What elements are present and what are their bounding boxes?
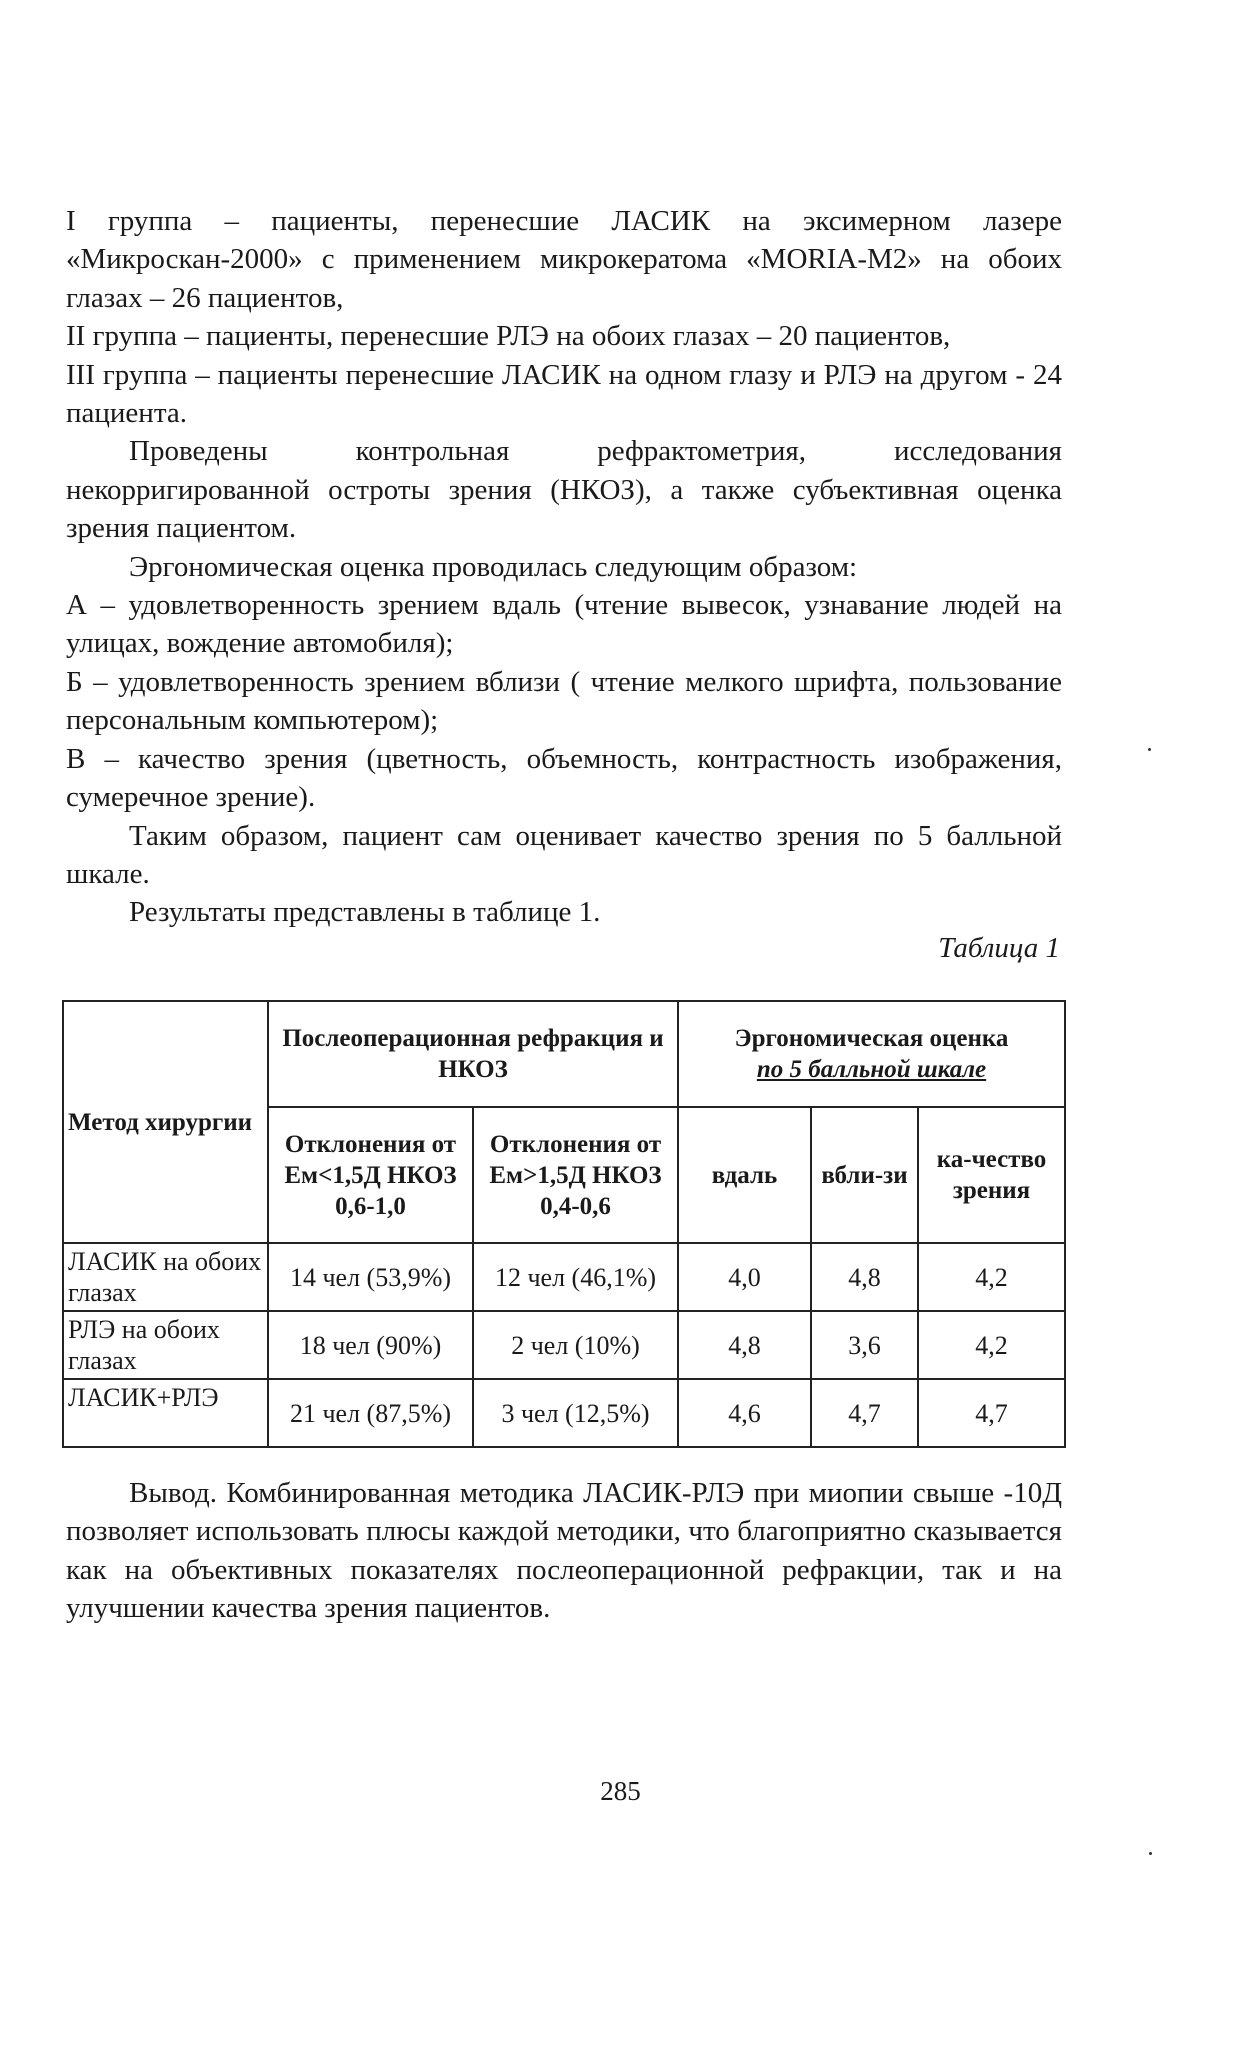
row-near: 4,8 [811,1243,918,1311]
conclusion-paragraph: Вывод. Комбинированная методика ЛАСИК-РЛЭ при миопии свыше -10Д позволяет использовать плюсы каждой методики, что благоприятно сказывается как на объективных показателях послеоперационной рефракции, так и на улучшении качества зрения пациентов. [66,1477,1062,1625]
paragraph-scale: Таким образом, пациент сам оценивает качество зрения по 5 балльной шкале. [66,819,1062,890]
row-near: 4,7 [811,1379,918,1447]
row-near: 3,6 [811,1311,918,1379]
header-quality: ка-чество зрения [918,1107,1065,1243]
row-far: 4,8 [678,1311,811,1379]
header-far: вдаль [678,1107,811,1243]
conclusion-text [66,1474,1062,1628]
table-row [63,1379,1065,1447]
row-dev-low: 21 чел (87,5%) [268,1379,473,1447]
body-text [66,202,1062,932]
row-method: РЛЭ на обоих глазах [63,1311,268,1379]
row-method: ЛАСИК на обоих глазах [63,1243,268,1311]
table-row [63,1311,1065,1379]
header-ergonomic-scale: по 5 балльной шкале [756,1056,987,1083]
paragraph-ergonomic-intro: Эргономическая оценка проводилась следующим образом: [129,550,858,583]
page-number: 285 [600,1776,641,1806]
row-dev-high: 2 чел (10%) [473,1311,678,1379]
paragraph-group-3: III группа – пациенты перенесшие ЛАСИК на одном глазу и РЛЭ на другом - 24 пациента. [66,358,1062,430]
row-quality: 4,2 [918,1243,1065,1311]
paragraph-group-1: I группа – пациенты, перенесшие ЛАСИК на эксимерном лазере «Микроскан-2000» с применением микрокератома «MORIA-M2» на обоих глазах – 26 пациентов, [66,205,1062,314]
row-quality: 4,2 [918,1311,1065,1379]
row-quality: 4,7 [918,1379,1065,1447]
header-dev-low: Отклонения от Eм<1,5Д НКОЗ 0,6-1,0 [268,1107,473,1243]
row-dev-high: 12 чел (46,1%) [473,1243,678,1311]
row-method: ЛАСИК+РЛЭ [63,1379,268,1447]
scan-speck [1149,1852,1152,1855]
header-dev-high: Отклонения от Eм>1,5Д НКОЗ 0,4-0,6 [473,1107,678,1243]
row-dev-low: 14 чел (53,9%) [268,1243,473,1311]
paragraph-criterion-c: В – качество зрения (цветность, объемность, контрастность изображения, сумеречное зрение). [66,742,1062,814]
header-refraction-group: Послеоперационная рефракция и НКОЗ [268,1001,678,1107]
row-dev-high: 3 чел (12,5%) [473,1379,678,1447]
scan-speck [1148,748,1151,751]
paragraph-group-2: II группа – пациенты, перенесшие РЛЭ на обоих глазах – 20 пациентов, [66,320,951,353]
header-ergonomic-group [678,1001,1065,1107]
header-near: вбли-зи [811,1107,918,1243]
paragraph-methods: Проведены контрольная рефрактометрия, исследования некорригированной остроты зрения (НКОЗ), а также субъективная оценка зрения пациентом. [66,435,1062,545]
paragraph-results-ref: Результаты представлены в таблице 1. [129,896,601,929]
row-dev-low: 18 чел (90%) [268,1311,473,1379]
row-far: 4,0 [678,1243,811,1311]
results-table [62,1000,1066,1448]
table-row [63,1243,1065,1311]
table-caption: Таблица 1 [938,932,1060,964]
paragraph-criterion-b: Б – удовлетворенность зрением вблизи ( чтение мелкого шрифта, пользование персональным компьютером); [66,665,1062,737]
header-method: Метод хирургии [63,1001,268,1243]
paragraph-criterion-a: А – удовлетворенность зрением вдаль (чтение вывесок, узнавание людей на улицах, вождение автомобиля); [66,589,1062,660]
header-ergonomic-title: Эргономическая оценка [734,1025,1009,1052]
row-far: 4,6 [678,1379,811,1447]
